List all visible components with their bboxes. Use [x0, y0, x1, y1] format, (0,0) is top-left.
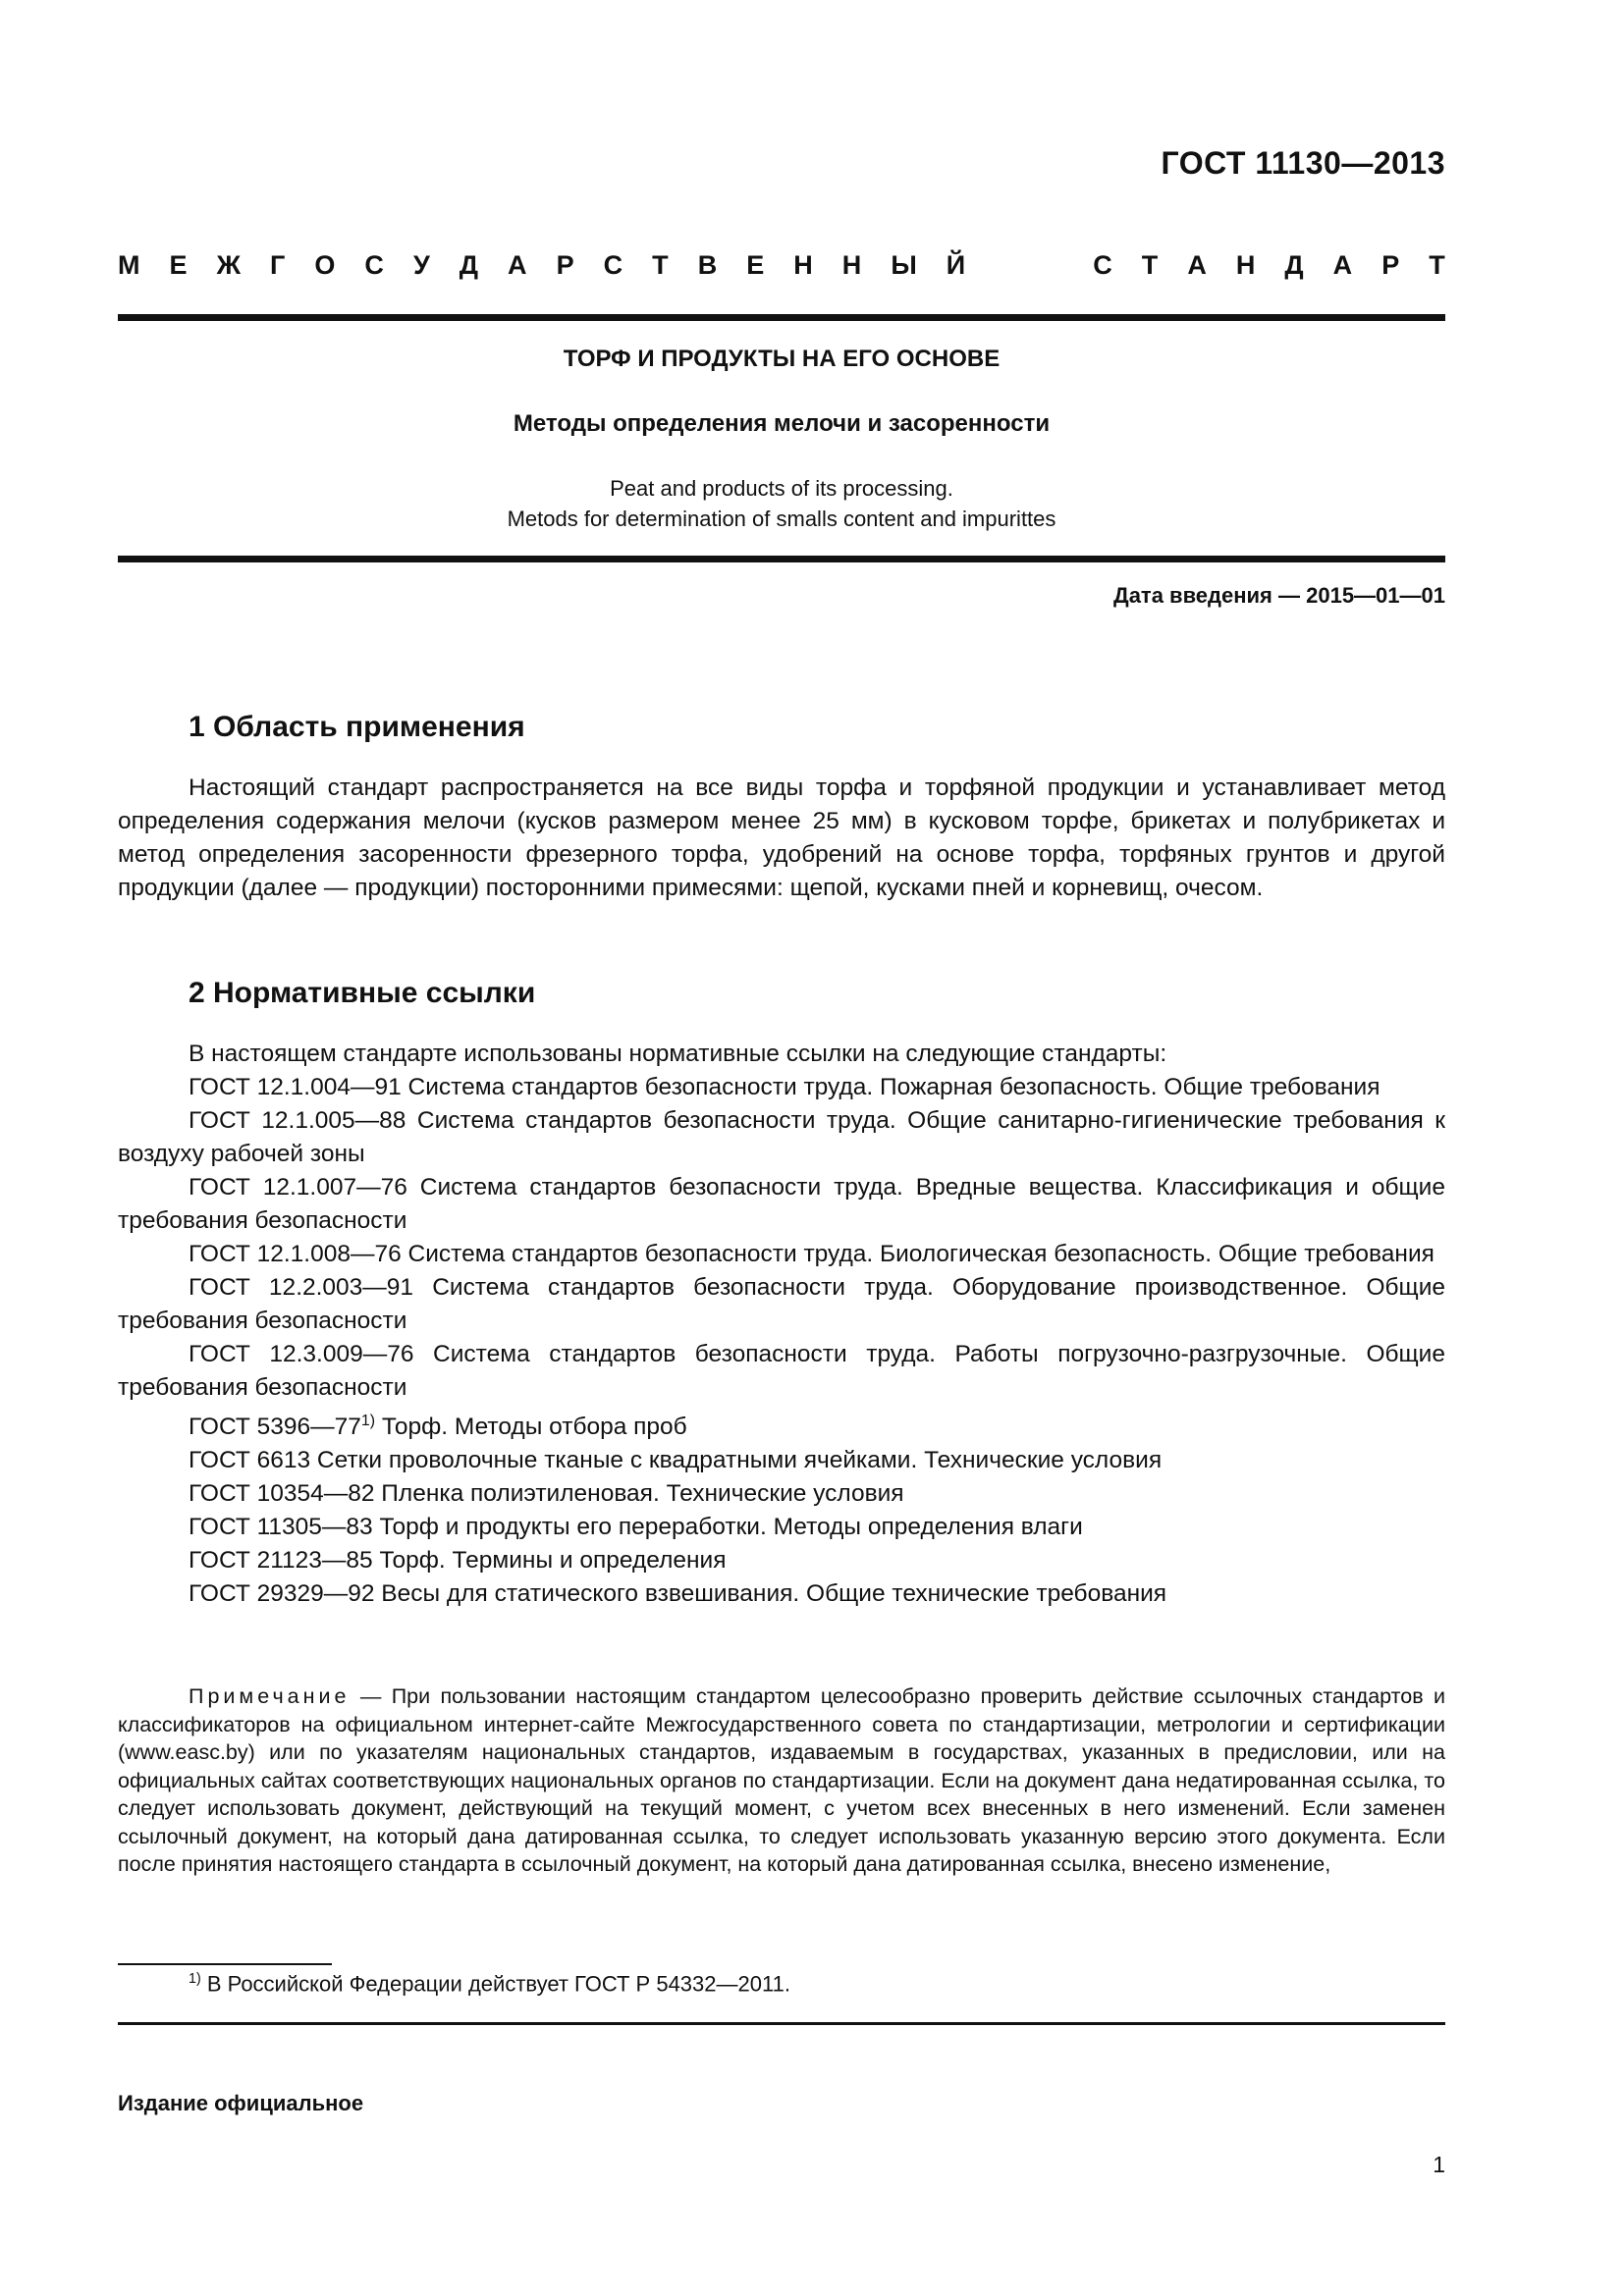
footer-rule — [118, 2022, 1445, 2025]
top-rule — [118, 314, 1445, 321]
section-2-heading: 2 Нормативные ссылки — [189, 977, 536, 1009]
standard-type-letter: В — [697, 250, 718, 280]
standard-type-letter: Ы — [891, 250, 917, 280]
standard-type-letter: Т — [1429, 250, 1445, 280]
reference-item: ГОСТ 12.1.004—91 Система стандартов безопасности труда. Пожарная безопасность. Общие требования — [189, 1074, 1380, 1100]
footnote-text: В Российской Федерации действует ГОСТ Р 54332—2011. — [200, 1971, 790, 1997]
standard-type-letter: Е — [169, 250, 188, 280]
reference-item: ГОСТ 21123—85 Торф. Термины и определения — [189, 1547, 727, 1575]
standard-type-letter: Т — [652, 250, 669, 280]
word-gap — [995, 250, 1063, 281]
standard-type-letter: С — [603, 250, 623, 280]
reference-item: ГОСТ 6613 Сетки проволочные тканые с квадратными ячейками. Технические условия — [189, 1447, 1163, 1474]
reference-item: ГОСТ 12.1.007—76 Система стандартов безопасности труда. Вредные вещества. Классификация и общие требования безопасности — [118, 1174, 1445, 1234]
standard-type-letter: Й — [946, 250, 966, 280]
introduction-date: Дата введения — 2015—01—01 — [1113, 583, 1445, 608]
footnote — [189, 1971, 790, 1997]
gost-number: ГОСТ 11130—2013 — [1161, 145, 1445, 181]
standard-type-letter: А — [508, 250, 527, 280]
reference-item: ГОСТ 29329—92 Весы для статического взвешивания. Общие технические требования — [189, 1580, 1167, 1608]
standard-type-letter: Н — [1235, 250, 1256, 280]
english-title-line-1: Peat and products of its processing. — [610, 476, 953, 501]
standard-type-letter: Н — [793, 250, 813, 280]
note-label: Примечание — [189, 1684, 351, 1708]
standard-type-letter: Т — [1141, 250, 1159, 280]
note-paragraph — [118, 1682, 1445, 1879]
standard-type-letter: Д — [1284, 250, 1304, 280]
standard-type-line — [118, 250, 1445, 281]
standard-type-letter: Д — [459, 250, 479, 280]
standard-type-letter: У — [412, 250, 430, 280]
standard-type-letter: С — [364, 250, 384, 280]
footnote-marker: 1) — [360, 1413, 376, 1429]
reference-code: ГОСТ 5396—77 — [189, 1414, 361, 1441]
reference-item: ГОСТ 12.2.003—91 Система стандартов безопасности труда. Оборудование производственное. Общие требования безопасности — [118, 1274, 1445, 1334]
footnote-rule — [118, 1963, 332, 1965]
references-intro: В настоящем стандарте использованы нормативные ссылки на следующие стандарты: — [189, 1041, 1167, 1067]
reference-item: ГОСТ 10354—82 Пленка полиэтиленовая. Технические условия — [189, 1480, 904, 1508]
standard-type-letter: Е — [746, 250, 765, 280]
reference-text: Торф. Методы отбора проб — [375, 1414, 687, 1441]
english-title — [118, 473, 1445, 534]
standard-type-letter: М — [118, 250, 140, 280]
standard-type-letter: Р — [556, 250, 574, 280]
section-1-text — [118, 772, 1445, 905]
standard-type-letter: Р — [1381, 250, 1400, 280]
title-rule — [118, 556, 1445, 562]
english-title-line-2: Metods for determination of smalls content and impurittes — [507, 507, 1056, 531]
standard-type-letter: О — [314, 250, 336, 280]
standard-type-letter: Г — [270, 250, 286, 280]
reference-item: ГОСТ 12.1.008—76 Система стандартов безопасности труда. Биологическая безопасность. Общие требования — [189, 1241, 1435, 1267]
footnote-mark: 1) — [189, 1971, 201, 1987]
section-1-heading: 1 Область применения — [189, 711, 525, 743]
reference-item: ГОСТ 11305—83 Торф и продукты его переработки. Методы определения влаги — [189, 1514, 1083, 1541]
page-number: 1 — [1433, 2152, 1445, 2177]
standard-type-letter: А — [1187, 250, 1207, 280]
official-edition-label: Издание официальное — [118, 2091, 364, 2115]
standard-type-letter: Ж — [216, 250, 241, 280]
references-list — [118, 1038, 1445, 1611]
document-page — [118, 0, 1445, 2296]
document-subtitle: Методы определения мелочи и засоренности — [513, 410, 1051, 437]
standard-type-letter: А — [1332, 250, 1353, 280]
reference-item: ГОСТ 12.3.009—76 Система стандартов безопасности труда. Работы погрузочно-разгрузочные. Общие требования безопасности — [118, 1341, 1445, 1401]
section-1-paragraph: Настоящий стандарт распространяется на все виды торфа и торфяной продукции и устанавливает метод определения содержания мелочи (кусков размером менее 25 мм) в кусковом торфе, брикетах и полубрикетах и метод определения засоренности фрезерного торфа, удобрений на основе торфа, торфяных грунтов и другой продукции (далее — продукции) посторонними примесями: щепой, кусками пней и корневищ, очесом. — [118, 774, 1445, 901]
reference-item: ГОСТ 12.1.005—88 Система стандартов безопасности труда. Общие санитарно-гигиенические требования к воздуху рабочей зоны — [118, 1107, 1445, 1167]
standard-type-letter: Н — [841, 250, 862, 280]
reference-item-5396 — [118, 1405, 1445, 1444]
document-title: ТОРФ И ПРОДУКТЫ НА ЕГО ОСНОВЕ — [563, 346, 1001, 372]
note-text: — При пользовании настоящим стандартом целесообразно проверить действие ссылочных стандартов и классификаторов на официальном интернет-сайте Межгосударственного совета по стандартизации, метрологии и сертификации (www.easc.by) или по указателям национальных стандартов, издаваемым в государствах, указанных в предисловии, или на официальных сайтах соответствующих национальных органов по стандартизации. Если на документ дана недатированная ссылка, то следует использовать документ, действующий на текущий момент, с учетом всех внесенных в него изменений. Если заменен ссылочный документ, на который дана датированная ссылка, то следует использовать указанную версию этого документа. Если после принятия настоящего стандарта в ссылочный документ, на который дана датированная ссылка, внесено изменение, — [118, 1684, 1445, 1876]
standard-type-letter: С — [1093, 250, 1112, 280]
